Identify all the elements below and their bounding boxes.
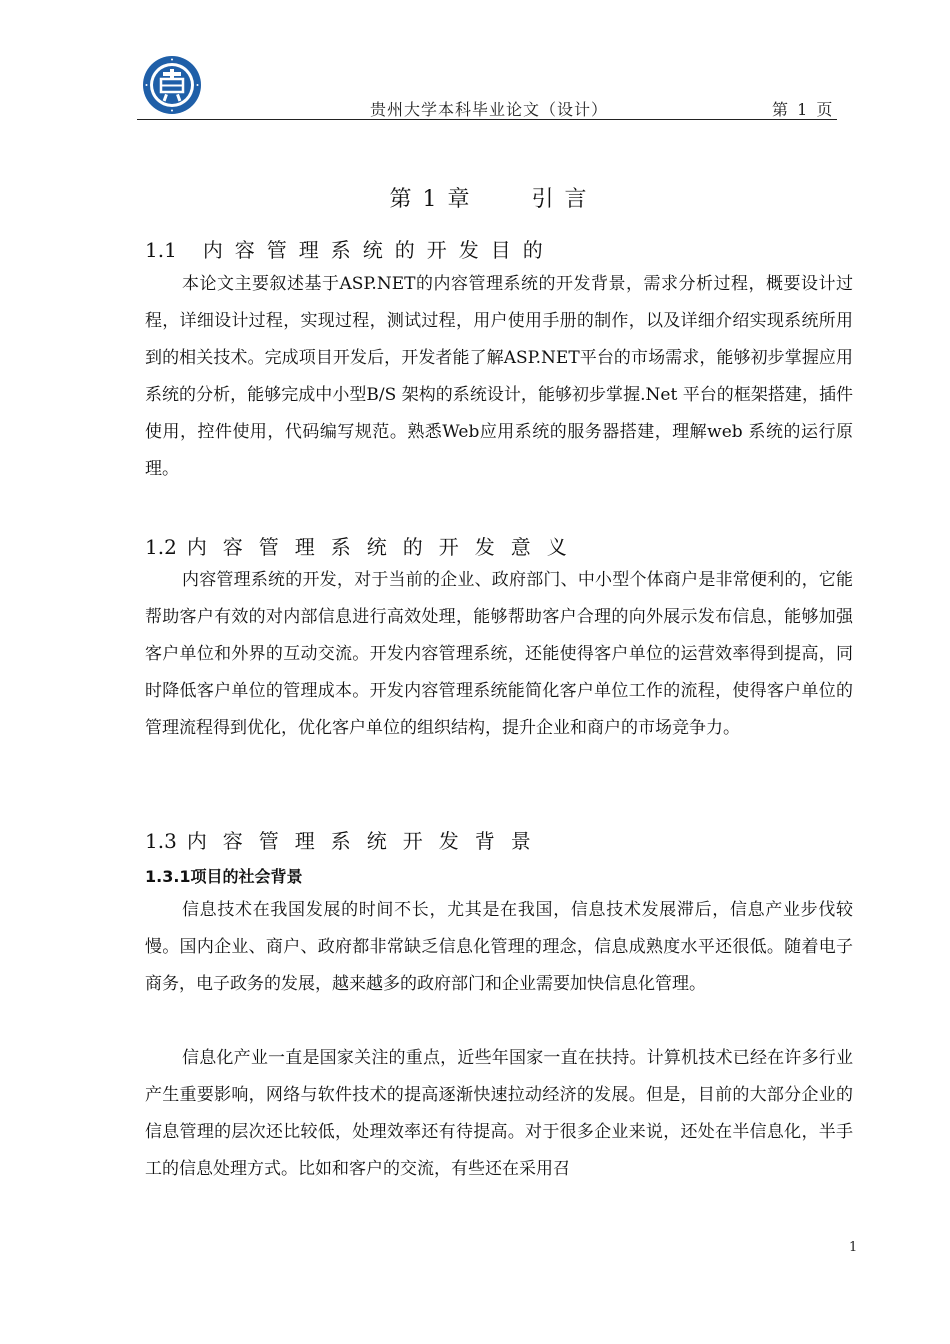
chapter-title [0, 182, 950, 213]
header-divider [137, 119, 837, 120]
footer-page-number: 1 [849, 1240, 858, 1255]
section-title: 内容管理系统的开发意义 [186, 535, 583, 559]
paragraph-1-3-1-a: 信息技术在我国发展的时间不长，尤其是在我国，信息技术发展滞后，信息产业步伐较慢。国内企业、商户、政府都非常缺乏信息化管理的理念，信息成熟度水平还很低。随着电子商务，电子政务的发展，越来越多的政府部门和企业需要加快信息化管理。 [145, 900, 853, 994]
section-heading-1-1 [145, 234, 555, 263]
paragraph-1-1: 本论文主要叙述基于ASP.NET的内容管理系统的开发背景，需求分析过程，概要设计过程，详细设计过程，实现过程，测试过程，用户使用手册的制作，以及详细介绍实现系统所用到的相关技术。完成项目开发后，开发者能了解ASP.NET平台的市场需求，能够初步掌握应用系统的分析，能够完成中小型B/S 架构的系统设计，能够初步掌握.Net 平台的框架搭建，插件使用，控件使用，代码编写规范。熟悉Web应用系统的服务器搭建，理解web 系统的运行原理。 [145, 274, 853, 479]
header-title: 贵州大学本科毕业论文（设计） [370, 100, 609, 119]
paragraph-1-2: 内容管理系统的开发，对于当前的企业、政府部门、中小型个体商户是非常便利的，它能帮助客户有效的对内部信息进行高效处理，能够帮助客户合理的向外展示发布信息，能够加强客户单位和外界的互动交流。开发内容管理系统，还能使得客户单位的运营效率得到提高，同时降低客户单位的管理成本。开发内容管理系统能简化客户单位工作的流程，使得客户单位的管理流程得到优化，优化客户单位的组织结构，提升企业和商户的市场竞争力。 [145, 570, 853, 738]
header-page-label: 第 1 页 [772, 100, 833, 119]
chapter-prefix: 第 1 章 [389, 187, 472, 212]
section-title: 内容管理系统的开发目的 [202, 238, 555, 262]
section-number: 1.2 [145, 535, 177, 559]
section-heading-1-3 [145, 825, 547, 854]
section-title: 内容管理系统开发背景 [186, 829, 547, 853]
chapter-name: 引 言 [531, 187, 589, 212]
paragraph-1-3-1-b: 信息化产业一直是国家关注的重点，近些年国家一直在扶持。计算机技术已经在许多行业产生重要影响，网络与软件技术的提高逐渐快速拉动经济的发展。但是，目前的大部分企业的信息管理的层次还比较低，处理效率还有待提高。对于很多企业来说，还处在半信息化，半手工的信息处理方式。比如和客户的交流，有些还在采用召 [145, 1048, 853, 1179]
section-heading-1-2 [145, 531, 583, 560]
university-seal-icon [142, 55, 202, 115]
subsection-heading-1-3-1: 1.3.1项目的社会背景 [145, 867, 303, 886]
section-number: 1.3 [145, 829, 177, 853]
section-number: 1.1 [145, 238, 177, 262]
